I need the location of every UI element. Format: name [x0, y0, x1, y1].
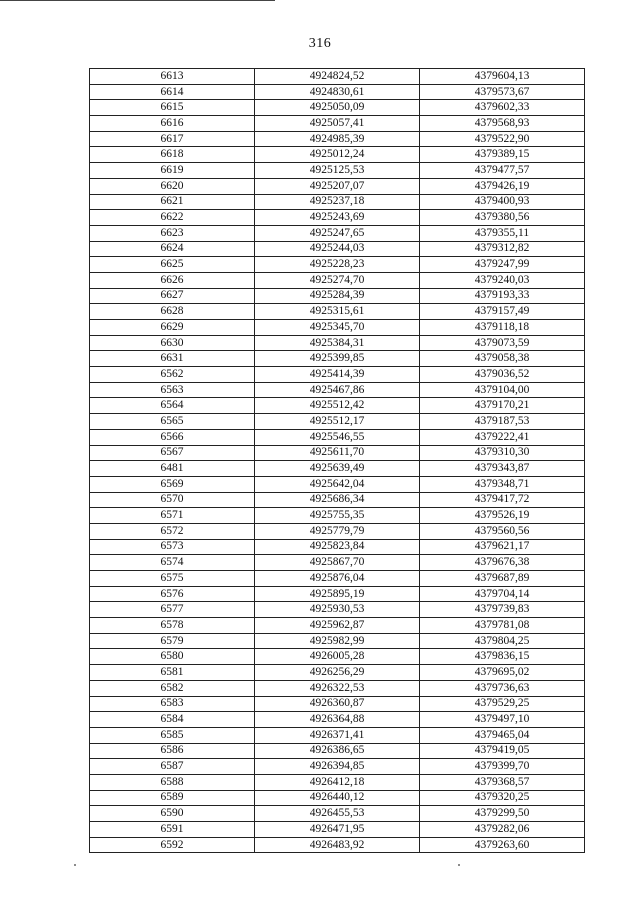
point-number-cell: 6565: [90, 414, 255, 430]
table-row: [90, 649, 585, 665]
x-coordinate-cell: 4925546,55: [255, 429, 420, 445]
table-row: [90, 367, 585, 383]
y-coordinate-cell: 4379157,49: [420, 304, 585, 320]
point-number-cell: 6592: [90, 837, 255, 853]
point-number-cell: 6621: [90, 194, 255, 210]
table-row: [90, 116, 585, 132]
point-number-cell: 6579: [90, 633, 255, 649]
point-number-cell: 6578: [90, 618, 255, 634]
table-row: [90, 680, 585, 696]
x-coordinate-cell: 4926483,92: [255, 837, 420, 853]
y-coordinate-cell: 4379560,56: [420, 523, 585, 539]
coordinates-table-body: [90, 69, 585, 853]
y-coordinate-cell: 4379299,50: [420, 806, 585, 822]
x-coordinate-cell: 4925345,70: [255, 320, 420, 336]
x-coordinate-cell: 4926322,53: [255, 680, 420, 696]
table-row: [90, 429, 585, 445]
point-number-cell: 6631: [90, 351, 255, 367]
point-number-cell: 6584: [90, 712, 255, 728]
x-coordinate-cell: 4925930,53: [255, 602, 420, 618]
y-coordinate-cell: 4379170,21: [420, 398, 585, 414]
y-coordinate-cell: 4379118,18: [420, 320, 585, 336]
y-coordinate-cell: 4379836,15: [420, 649, 585, 665]
point-number-cell: 6613: [90, 69, 255, 85]
y-coordinate-cell: 4379573,67: [420, 84, 585, 100]
table-row: [90, 618, 585, 634]
point-number-cell: 6588: [90, 774, 255, 790]
point-number-cell: 6586: [90, 743, 255, 759]
x-coordinate-cell: 4925755,35: [255, 508, 420, 524]
y-coordinate-cell: 4379804,25: [420, 633, 585, 649]
x-coordinate-cell: 4926386,65: [255, 743, 420, 759]
point-number-cell: 6570: [90, 492, 255, 508]
y-coordinate-cell: 4379036,52: [420, 367, 585, 383]
table-row: [90, 759, 585, 775]
point-number-cell: 6569: [90, 476, 255, 492]
point-number-cell: 6581: [90, 665, 255, 681]
y-coordinate-cell: 4379529,25: [420, 696, 585, 712]
y-coordinate-cell: 4379073,59: [420, 335, 585, 351]
y-coordinate-cell: 4379247,99: [420, 257, 585, 273]
point-number-cell: 6577: [90, 602, 255, 618]
x-coordinate-cell: 4926440,12: [255, 790, 420, 806]
point-number-cell: 6563: [90, 382, 255, 398]
point-number-cell: 6627: [90, 288, 255, 304]
x-coordinate-cell: 4925228,23: [255, 257, 420, 273]
point-number-cell: 6623: [90, 225, 255, 241]
table-row: [90, 241, 585, 257]
x-coordinate-cell: 4926412,18: [255, 774, 420, 790]
x-coordinate-cell: 4926455,53: [255, 806, 420, 822]
x-coordinate-cell: 4926364,88: [255, 712, 420, 728]
table-row: [90, 806, 585, 822]
point-number-cell: 6573: [90, 539, 255, 555]
point-number-cell: 6614: [90, 84, 255, 100]
table-row: [90, 414, 585, 430]
table-row: [90, 69, 585, 85]
table-row: [90, 445, 585, 461]
point-number-cell: 6564: [90, 398, 255, 414]
y-coordinate-cell: 4379736,63: [420, 680, 585, 696]
y-coordinate-cell: 4379602,33: [420, 100, 585, 116]
y-coordinate-cell: 4379621,17: [420, 539, 585, 555]
table-row: [90, 774, 585, 790]
point-number-cell: 6619: [90, 163, 255, 179]
x-coordinate-cell: 4925895,19: [255, 586, 420, 602]
x-coordinate-cell: 4924824,52: [255, 69, 420, 85]
point-number-cell: 6591: [90, 822, 255, 838]
y-coordinate-cell: 4379380,56: [420, 210, 585, 226]
table-row: [90, 335, 585, 351]
x-coordinate-cell: 4925642,04: [255, 476, 420, 492]
x-coordinate-cell: 4926360,87: [255, 696, 420, 712]
y-coordinate-cell: 4379568,93: [420, 116, 585, 132]
y-coordinate-cell: 4379526,19: [420, 508, 585, 524]
table-row: [90, 351, 585, 367]
x-coordinate-cell: 4925876,04: [255, 571, 420, 587]
point-number-cell: 6590: [90, 806, 255, 822]
x-coordinate-cell: 4925284,39: [255, 288, 420, 304]
page-number: 316: [308, 36, 332, 51]
y-coordinate-cell: 4379497,10: [420, 712, 585, 728]
x-coordinate-cell: 4925611,70: [255, 445, 420, 461]
y-coordinate-cell: 4379477,57: [420, 163, 585, 179]
table-row: [90, 523, 585, 539]
point-number-cell: 6567: [90, 445, 255, 461]
table-row: [90, 131, 585, 147]
table-row: [90, 194, 585, 210]
x-coordinate-cell: 4925823,84: [255, 539, 420, 555]
table-row: [90, 382, 585, 398]
x-coordinate-cell: 4924830,61: [255, 84, 420, 100]
table-row: [90, 147, 585, 163]
y-coordinate-cell: 4379389,15: [420, 147, 585, 163]
x-coordinate-cell: 4924985,39: [255, 131, 420, 147]
y-coordinate-cell: 4379222,41: [420, 429, 585, 445]
y-coordinate-cell: 4379343,87: [420, 461, 585, 477]
table-row: [90, 492, 585, 508]
table-row: [90, 288, 585, 304]
table-row: [90, 320, 585, 336]
y-coordinate-cell: 4379676,38: [420, 555, 585, 571]
coordinates-table: [89, 68, 585, 853]
table-row: [90, 586, 585, 602]
x-coordinate-cell: 4925982,99: [255, 633, 420, 649]
table-row: [90, 508, 585, 524]
point-number-cell: 6587: [90, 759, 255, 775]
point-number-cell: 6622: [90, 210, 255, 226]
table-row: [90, 571, 585, 587]
x-coordinate-cell: 4926371,41: [255, 727, 420, 743]
point-number-cell: 6583: [90, 696, 255, 712]
x-coordinate-cell: 4925244,03: [255, 241, 420, 257]
scan-speck: [74, 864, 76, 866]
table-row: [90, 790, 585, 806]
x-coordinate-cell: 4926256,29: [255, 665, 420, 681]
y-coordinate-cell: 4379240,03: [420, 272, 585, 288]
point-number-cell: 6574: [90, 555, 255, 571]
point-number-cell: 6625: [90, 257, 255, 273]
y-coordinate-cell: 4379781,08: [420, 618, 585, 634]
y-coordinate-cell: 4379399,70: [420, 759, 585, 775]
table-row: [90, 633, 585, 649]
x-coordinate-cell: 4925639,49: [255, 461, 420, 477]
point-number-cell: 6629: [90, 320, 255, 336]
x-coordinate-cell: 4926394,85: [255, 759, 420, 775]
y-coordinate-cell: 4379058,38: [420, 351, 585, 367]
point-number-cell: 6626: [90, 272, 255, 288]
point-number-cell: 6617: [90, 131, 255, 147]
x-coordinate-cell: 4925384,31: [255, 335, 420, 351]
x-coordinate-cell: 4925315,61: [255, 304, 420, 320]
x-coordinate-cell: 4925057,41: [255, 116, 420, 132]
point-number-cell: 6620: [90, 178, 255, 194]
point-number-cell: 6618: [90, 147, 255, 163]
x-coordinate-cell: 4926005,28: [255, 649, 420, 665]
y-coordinate-cell: 4379193,33: [420, 288, 585, 304]
table-row: [90, 602, 585, 618]
table-row: [90, 84, 585, 100]
table-row: [90, 178, 585, 194]
table-row: [90, 304, 585, 320]
y-coordinate-cell: 4379312,82: [420, 241, 585, 257]
x-coordinate-cell: 4925686,34: [255, 492, 420, 508]
y-coordinate-cell: 4379522,90: [420, 131, 585, 147]
x-coordinate-cell: 4925243,69: [255, 210, 420, 226]
table-row: [90, 555, 585, 571]
table-row: [90, 743, 585, 759]
y-coordinate-cell: 4379465,04: [420, 727, 585, 743]
x-coordinate-cell: 4925779,79: [255, 523, 420, 539]
x-coordinate-cell: 4925274,70: [255, 272, 420, 288]
x-coordinate-cell: 4925512,42: [255, 398, 420, 414]
table-row: [90, 727, 585, 743]
point-number-cell: 6562: [90, 367, 255, 383]
point-number-cell: 6628: [90, 304, 255, 320]
point-number-cell: 6616: [90, 116, 255, 132]
table-row: [90, 712, 585, 728]
y-coordinate-cell: 4379263,60: [420, 837, 585, 853]
y-coordinate-cell: 4379687,89: [420, 571, 585, 587]
point-number-cell: 6580: [90, 649, 255, 665]
table-row: [90, 539, 585, 555]
x-coordinate-cell: 4925512,17: [255, 414, 420, 430]
y-coordinate-cell: 4379282,06: [420, 822, 585, 838]
table-row: [90, 476, 585, 492]
top-edge-rule: [0, 0, 275, 1]
y-coordinate-cell: 4379704,14: [420, 586, 585, 602]
point-number-cell: 6575: [90, 571, 255, 587]
point-number-cell: 6615: [90, 100, 255, 116]
point-number-cell: 6576: [90, 586, 255, 602]
x-coordinate-cell: 4925399,85: [255, 351, 420, 367]
x-coordinate-cell: 4925237,18: [255, 194, 420, 210]
x-coordinate-cell: 4925050,09: [255, 100, 420, 116]
table-row: [90, 257, 585, 273]
x-coordinate-cell: 4925962,87: [255, 618, 420, 634]
x-coordinate-cell: 4925012,24: [255, 147, 420, 163]
y-coordinate-cell: 4379695,02: [420, 665, 585, 681]
point-number-cell: 6571: [90, 508, 255, 524]
point-number-cell: 6630: [90, 335, 255, 351]
x-coordinate-cell: 4926471,95: [255, 822, 420, 838]
table-row: [90, 100, 585, 116]
table-row: [90, 163, 585, 179]
table-row: [90, 837, 585, 853]
scan-speck: [458, 864, 460, 866]
point-number-cell: 6589: [90, 790, 255, 806]
y-coordinate-cell: 4379419,05: [420, 743, 585, 759]
y-coordinate-cell: 4379739,83: [420, 602, 585, 618]
point-number-cell: 6585: [90, 727, 255, 743]
table-row: [90, 225, 585, 241]
table-row: [90, 822, 585, 838]
table-row: [90, 398, 585, 414]
y-coordinate-cell: 4379310,30: [420, 445, 585, 461]
y-coordinate-cell: 4379355,11: [420, 225, 585, 241]
y-coordinate-cell: 4379320,25: [420, 790, 585, 806]
x-coordinate-cell: 4925414,39: [255, 367, 420, 383]
y-coordinate-cell: 4379368,57: [420, 774, 585, 790]
y-coordinate-cell: 4379426,19: [420, 178, 585, 194]
x-coordinate-cell: 4925247,65: [255, 225, 420, 241]
y-coordinate-cell: 4379417,72: [420, 492, 585, 508]
table-row: [90, 696, 585, 712]
point-number-cell: 6572: [90, 523, 255, 539]
y-coordinate-cell: 4379348,71: [420, 476, 585, 492]
point-number-cell: 6566: [90, 429, 255, 445]
y-coordinate-cell: 4379400,93: [420, 194, 585, 210]
y-coordinate-cell: 4379187,53: [420, 414, 585, 430]
x-coordinate-cell: 4925125,53: [255, 163, 420, 179]
x-coordinate-cell: 4925207,07: [255, 178, 420, 194]
table-row: [90, 665, 585, 681]
point-number-cell: 6582: [90, 680, 255, 696]
x-coordinate-cell: 4925467,86: [255, 382, 420, 398]
table-row: [90, 272, 585, 288]
x-coordinate-cell: 4925867,70: [255, 555, 420, 571]
y-coordinate-cell: 4379104,00: [420, 382, 585, 398]
table-row: [90, 210, 585, 226]
point-number-cell: 6624: [90, 241, 255, 257]
y-coordinate-cell: 4379604,13: [420, 69, 585, 85]
point-number-cell: 6481: [90, 461, 255, 477]
table-row: [90, 461, 585, 477]
